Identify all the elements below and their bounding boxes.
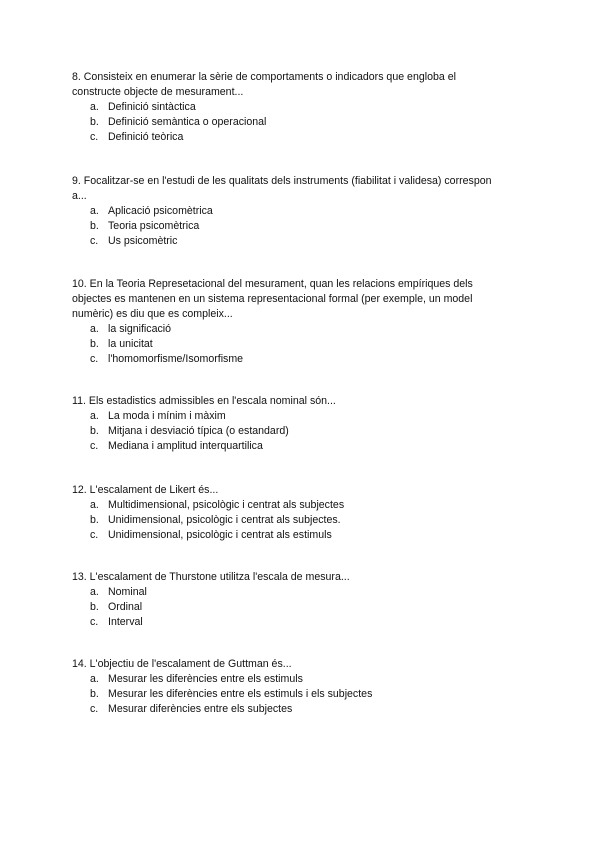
option-text: Nominal [108, 586, 147, 598]
option-letter: a. [90, 410, 99, 422]
option-letter: b. [90, 688, 99, 700]
option-text: l'homomorfisme/Isomorfisme [108, 353, 244, 365]
option-letter: a. [90, 101, 99, 113]
option-text: Mitjana i desviació típica (o estandard) [108, 425, 289, 437]
option-list [72, 322, 542, 367]
option-text: Unidimensional, psicològic i centrat als subjectes. [108, 514, 341, 526]
option-text: Us psicomètric [108, 235, 178, 247]
option-text: Ordinal [108, 601, 143, 613]
option-text: Teoria psicomètrica [108, 220, 200, 232]
option-letter: b. [90, 601, 99, 613]
question-14 [72, 657, 542, 717]
question-9 [72, 174, 542, 249]
option-c [72, 702, 542, 717]
option-b [72, 115, 542, 130]
question-stem: 10. En la Teoria Represetacional del mesurament, quan les relacions empíriques dels objectes es mantenen en un sistema representacional formal (per exemple, un model numèric) es diu que es compleix... [72, 278, 473, 320]
option-list [72, 409, 542, 454]
option-letter: c. [90, 353, 99, 365]
option-c [72, 615, 542, 630]
question-stem: 9. Focalitzar-se en l'estudi de les qualitats dels instruments (fiabilitat i validesa) correspon a... [72, 175, 492, 202]
option-text: Definició semàntica o operacional [108, 116, 267, 128]
option-list [72, 204, 542, 249]
option-a [72, 409, 542, 424]
question-13 [72, 570, 542, 630]
option-text: Aplicació psicomètrica [108, 205, 213, 217]
option-b [72, 687, 542, 702]
option-letter: a. [90, 323, 99, 335]
option-text: Definició teòrica [108, 131, 184, 143]
option-text: Unidimensional, psicològic i centrat als estimuls [108, 529, 332, 541]
option-c [72, 130, 542, 145]
option-a [72, 322, 542, 337]
option-letter: b. [90, 220, 99, 232]
option-text: Multidimensional, psicològic i centrat als subjectes [108, 499, 345, 511]
option-a [72, 585, 542, 600]
option-text: La moda i mínim i màxim [108, 410, 226, 422]
option-b [72, 513, 542, 528]
question-12 [72, 483, 542, 543]
option-text: Interval [108, 616, 143, 628]
option-list [72, 672, 542, 717]
option-letter: a. [90, 499, 99, 511]
question-stem: 8. Consisteix en enumerar la sèrie de comportaments o indicadors que engloba el constructe objecte de mesurament... [72, 71, 456, 98]
option-text: la unicitat [108, 338, 153, 350]
option-b [72, 219, 542, 234]
option-letter: b. [90, 514, 99, 526]
option-a [72, 498, 542, 513]
question-8 [72, 70, 542, 145]
question-stem: 12. L'escalament de Likert és... [72, 484, 219, 496]
option-b [72, 424, 542, 439]
option-b [72, 337, 542, 352]
option-letter: b. [90, 425, 99, 437]
option-text: Mesurar diferències entre els subjectes [108, 703, 293, 715]
option-letter: c. [90, 235, 99, 247]
question-10 [72, 277, 542, 367]
option-a [72, 672, 542, 687]
option-c [72, 528, 542, 543]
option-letter: b. [90, 116, 99, 128]
option-c [72, 352, 542, 367]
option-letter: c. [90, 131, 99, 143]
option-list [72, 585, 542, 630]
question-stem: 13. L'escalament de Thurstone utilitza l'escala de mesura... [72, 571, 350, 583]
option-letter: c. [90, 703, 99, 715]
question-stem: 11. Els estadistics admissibles en l'escala nominal són... [72, 395, 336, 407]
option-b [72, 600, 542, 615]
option-text: Mediana i amplitud interquartilica [108, 440, 263, 452]
option-a [72, 204, 542, 219]
option-letter: b. [90, 338, 99, 350]
option-letter: c. [90, 440, 99, 452]
question-11 [72, 394, 542, 454]
option-letter: c. [90, 529, 99, 541]
option-text: Mesurar les diferències entre els estimuls i els subjectes [108, 688, 373, 700]
option-text: la significació [108, 323, 172, 335]
option-letter: a. [90, 586, 99, 598]
option-letter: a. [90, 205, 99, 217]
option-letter: c. [90, 616, 99, 628]
option-letter: a. [90, 673, 99, 685]
option-text: Mesurar les diferències entre els estimuls [108, 673, 303, 685]
option-text: Definició sintàctica [108, 101, 196, 113]
option-list [72, 498, 542, 543]
option-list [72, 100, 542, 145]
option-a [72, 100, 542, 115]
question-stem: 14. L'objectiu de l'escalament de Guttman és... [72, 658, 292, 670]
option-c [72, 234, 542, 249]
option-c [72, 439, 542, 454]
